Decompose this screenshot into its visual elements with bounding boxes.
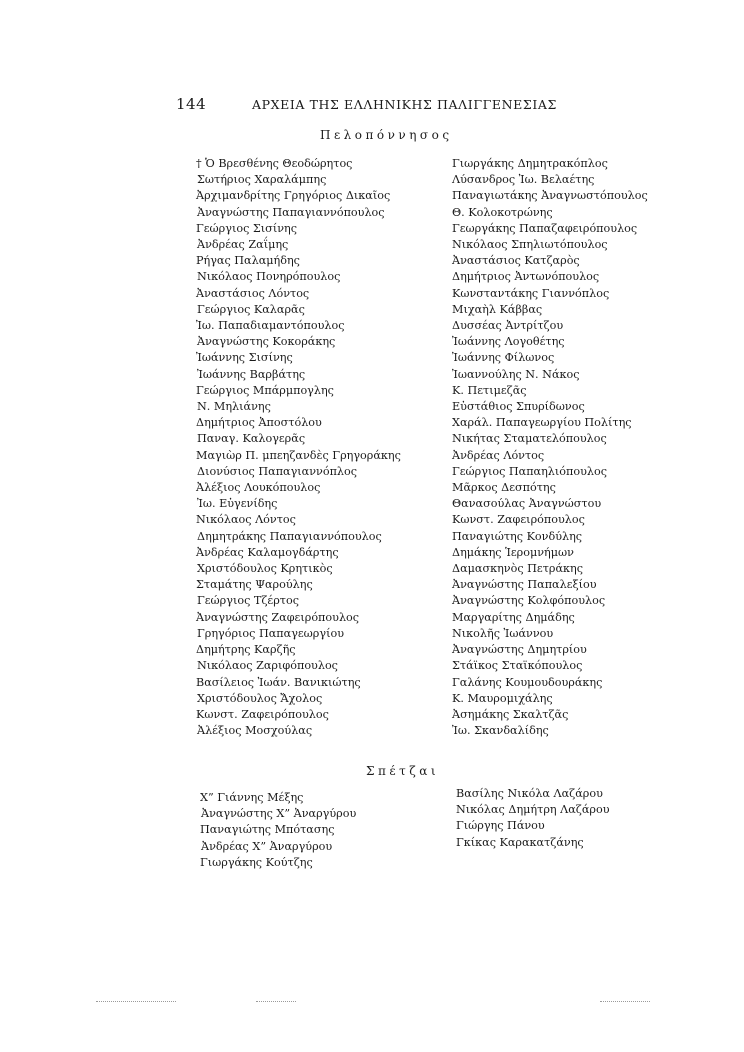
signatory-name: Ἀλέξιος Μοσχούλας bbox=[197, 724, 313, 738]
signatory-name: Βασίλης Νικόλα Λαζάρου bbox=[456, 787, 603, 800]
signatory-name: Μᾶρκος Δεσπότης bbox=[452, 481, 556, 495]
signatory-name: Γιωργάκης Κούτζης bbox=[200, 855, 313, 869]
page-number: 144 bbox=[176, 95, 207, 113]
spetses-left-column bbox=[200, 790, 356, 871]
signatory-name: Παναγ. Καλογερᾶς bbox=[197, 432, 306, 446]
signatory-name: Χριστόδουλος Ἄχολος bbox=[197, 691, 323, 705]
signatory-name: Θανασούλας Ἀναγνώστου bbox=[452, 497, 602, 511]
signatory-name: Κωνστ. Ζαφειρόπουλος bbox=[196, 707, 329, 721]
signatory-name: Ἀνδρέας Καλαμογδάρτης bbox=[196, 545, 339, 559]
signatory-name: Γεώργιος Παπαηλιόπουλος bbox=[452, 464, 608, 478]
signatory-name: Ἀναγνώστης Δημητρίου bbox=[452, 643, 587, 657]
signatory-name: Χαράλ. Παπαγεωργίου Πολίτης bbox=[452, 416, 632, 430]
signatory-name: Νικήτας Σταματελόπουλος bbox=[452, 432, 607, 446]
signatory-name: Γιωργάκης Δημητρακόπλος bbox=[452, 157, 608, 170]
signatory-name: Γκίκας Καρακατζάνης bbox=[456, 835, 584, 849]
running-head: ΑΡΧΕΙΑ ΤΗΣ ΕΛΛΗΝΙΚΗΣ ΠΑΛΙΓΓΕΝΕΣΙΑΣ bbox=[252, 97, 557, 112]
signatory-name: Παναγιώτης Μπότασης bbox=[200, 823, 335, 837]
signatory-name: Διονύσιος Παπαγιαννόπλος bbox=[197, 464, 358, 478]
signatory-name: Ἀναστάσιος Λόντος bbox=[196, 286, 310, 300]
signatory-name: Ἰωάννης Βαρβάτης bbox=[197, 367, 306, 381]
signatory-name: Δημάκης Ἱερομνήμων bbox=[452, 545, 574, 559]
signatory-name: Ἰω. Παπαδιαμαντόπουλος bbox=[196, 319, 345, 333]
signatory-name: Γεωργάκης Παπαζαφειρόπουλος bbox=[452, 221, 638, 235]
scan-artifact-line bbox=[600, 1001, 650, 1002]
signatory-name: Γιώργης Πάνου bbox=[456, 819, 545, 833]
signatory-name: Μιχαὴλ Κάββας bbox=[452, 302, 543, 316]
signatory-name: Ἀναστάσιος Κατζαρὸς bbox=[452, 254, 580, 268]
signatory-name: Ἀναγνώστης Παπαλεξίου bbox=[452, 578, 597, 592]
signatory-name: Ἀναγνώστης Παπαγιαννόπουλος bbox=[197, 205, 385, 219]
signatory-name: Ἰω. Εὐγενίδης bbox=[197, 497, 278, 511]
signatory-name: Γεώργιος Σισίνης bbox=[196, 221, 297, 235]
signatory-name: Ἀναγνώστης Ζαφειρόπουλος bbox=[196, 610, 360, 624]
signatory-name: Ρήγας Παλαμήδης bbox=[196, 254, 300, 268]
signatory-name: Γεώργιος Τζέρτος bbox=[197, 594, 299, 608]
signatory-name: Ἀναγνώστης Χ” Ἀναργύρου bbox=[201, 807, 357, 821]
signatory-name: Εὐστάθιος Σπυρίδωνος bbox=[452, 400, 585, 414]
signatory-name: Νικόλαος Πονηρόπουλος bbox=[197, 270, 341, 284]
signatory-name: Σωτήριος Χαραλάμπης bbox=[197, 173, 327, 187]
signatory-name: Ἰωαννούλης Ν. Νάκος bbox=[452, 367, 580, 381]
signatory-name: Γεώργιος Καλαρᾶς bbox=[197, 302, 305, 316]
signatory-name: Δημητράκης Παπαγιαννόπουλος bbox=[197, 529, 382, 543]
signatory-name: Ἀσημάκης Σκαλτζᾶς bbox=[452, 707, 569, 721]
signatory-name: Νικόλαος Ζαριφόπουλος bbox=[197, 659, 338, 673]
signatory-name: Ἰω. Σκανδαλίδης bbox=[452, 724, 549, 738]
signatory-name: Στάϊκος Σταϊκόπουλος bbox=[452, 659, 583, 673]
signatory-name: Σταμάτης Ψαρούλης bbox=[196, 578, 313, 592]
signatory-name: Ἀναγνώστης Κοκοράκης bbox=[197, 335, 336, 349]
signatory-name: Ἰωάννης Σισίνης bbox=[196, 351, 293, 365]
signatory-name: Δημήτρης Καρζῆς bbox=[196, 643, 296, 657]
spetses-right-column bbox=[456, 786, 610, 851]
signatory-name: Νικόλας Δημήτρη Λαζάρου bbox=[456, 803, 610, 817]
signatory-name: Δυσσέας Ἀντρίτζου bbox=[452, 319, 564, 333]
signatory-name: Ἰωάννης Λογοθέτης bbox=[452, 335, 565, 349]
signatory-name: Χ” Γιάννης Μέξης bbox=[200, 791, 304, 804]
signatory-name: Δαμασκηνὸς Πετράκης bbox=[452, 562, 583, 576]
signatory-name: Γρηγόριος Παπαγεωργίου bbox=[197, 626, 344, 640]
peloponnisos-right-column bbox=[452, 156, 648, 739]
signatory-name: Κ. Μαυρομιχάλης bbox=[452, 691, 553, 705]
signatory-name: Λύσανδρος Ἰω. Βελαέτης bbox=[452, 173, 595, 187]
scan-artifact-line bbox=[96, 1001, 176, 1002]
signatory-name: Ἰωάννης Φίλωνος bbox=[452, 351, 555, 365]
signatory-name: Θ. Κολοκοτρώνης bbox=[452, 205, 553, 219]
signatory-name: Μαργαρίτης Δημάδης bbox=[452, 610, 575, 624]
signatory-name: Νικόλαος Σπηλιωτόπουλος bbox=[452, 238, 608, 252]
signatory-name: Δημήτριος Ἀντωνόπουλος bbox=[452, 270, 600, 284]
signatory-name: Γεώργιος Μπάρμπογλης bbox=[196, 383, 334, 397]
signatory-name: Γαλάνης Κουμουδουράκης bbox=[452, 675, 603, 689]
signatory-name: Νικόλαος Λόντος bbox=[196, 513, 296, 527]
signatory-name: † Ὁ Βρεσθένης Θεοδώρητος bbox=[196, 157, 353, 170]
signatory-name: Παναγιωτάκης Ἀναγνωστόπουλος bbox=[452, 189, 648, 203]
signatory-name: Δημήτριος Ἀποστόλου bbox=[196, 416, 322, 430]
signatory-name: Βασίλειος Ἰωάν. Βανικιώτης bbox=[196, 675, 361, 689]
signatory-name: Χριστόδουλος Κρητικὸς bbox=[197, 562, 333, 576]
peloponnisos-left-column bbox=[196, 156, 401, 739]
scan-artifact-line bbox=[256, 1001, 296, 1002]
signatory-name: Ἀνδρέας Λόντος bbox=[452, 448, 545, 462]
signatory-name: Παναγιώτης Κονδύλης bbox=[452, 529, 583, 543]
signatory-name: Κωνστ. Ζαφειρόπουλος bbox=[452, 513, 585, 527]
signatory-name: Ἀλέξιος Λουκόπουλος bbox=[196, 481, 321, 495]
signatory-name: Ἀναγνώστης Κολφόπουλος bbox=[452, 594, 606, 608]
section-heading-peloponnisos: Πελοπόννησος bbox=[320, 128, 453, 142]
signatory-name: Ἀνδρέας Ζαΐμης bbox=[197, 238, 289, 252]
signatory-name: Νικολῆς Ἰωάννου bbox=[452, 626, 554, 640]
signatory-name: Ἀρχιμανδρίτης Γρηγόριος Δικαῖος bbox=[196, 189, 391, 203]
signatory-name: Κ. Πετιμεζᾶς bbox=[452, 383, 527, 397]
signatory-name: Κωνσταντάκης Γιαννόπλος bbox=[452, 286, 610, 300]
section-heading-spetses: Σπέτζαι bbox=[366, 764, 440, 778]
signatory-name: Μαγιὼρ Π. μπεηζανδὲς Γρηγοράκης bbox=[196, 448, 401, 462]
signatory-name: Ἀνδρέας Χ” Ἀναργύρου bbox=[201, 839, 333, 853]
signatory-name: Ν. Μηλιάνης bbox=[197, 400, 271, 414]
